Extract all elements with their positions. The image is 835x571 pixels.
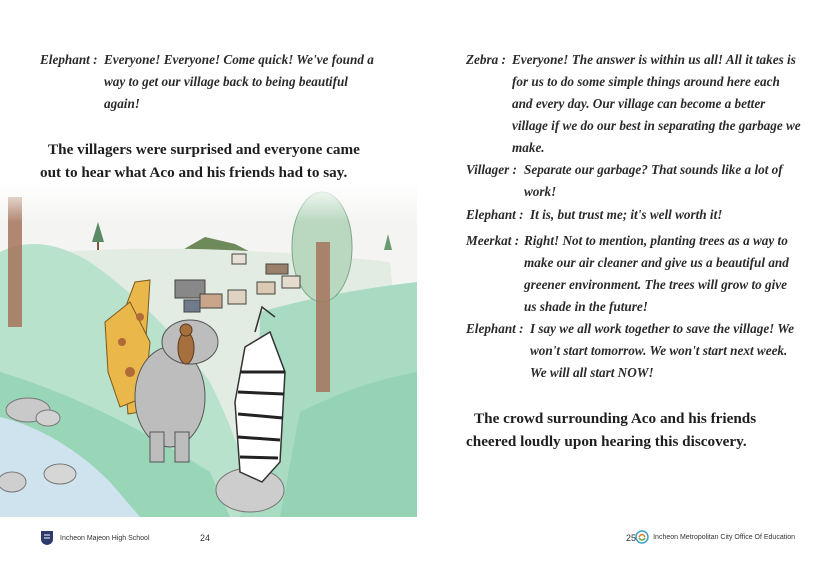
- narration-text: The villagers were surprised and everyone came out to hear what Aco and his friends had to say.: [40, 141, 360, 181]
- village-illustration: [0, 182, 417, 517]
- dialogue-meerkat: [466, 230, 806, 318]
- narration-text: The crowd surrounding Aco and his friends cheered loudly upon hearing this discovery.: [466, 410, 757, 450]
- footer-office: [635, 530, 795, 544]
- dialogue-text: Everyone! The answer is within us all! All it takes is for us to do some simple things around here each and every day. Our village can become a better village if we do our best in separating the garbage we make.: [512, 52, 801, 155]
- speaker-label: Elephant :: [466, 207, 524, 222]
- dialogue-elephant-final: [466, 318, 806, 384]
- page-number-left: 24: [200, 533, 211, 543]
- dialogue-zebra: [466, 49, 806, 159]
- speaker-label: Meerkat :: [466, 233, 520, 248]
- dialogue-villager: [466, 159, 806, 203]
- right-page: [418, 0, 835, 571]
- office-name: Incheon Metropolitan City Office Of Education: [653, 533, 795, 541]
- dialogue-text: Right! Not to mention, planting trees as a way to make our air cleaner and give us a beautiful and greener environment. The trees will grow to give us shade in the future!: [524, 233, 789, 314]
- speaker-label: Villager :: [466, 162, 517, 177]
- office-of-education-logo-icon: [635, 530, 649, 544]
- speaker-label: Elephant :: [466, 321, 524, 336]
- school-name: Incheon Majeon High School: [60, 534, 150, 542]
- speaker-label: Zebra :: [466, 52, 506, 67]
- page-number-right: 25: [626, 533, 637, 543]
- dialogue-elephant-left: [40, 49, 380, 115]
- dialogue-text: It is, but trust me; it's well worth it!: [530, 207, 723, 222]
- dialogue-text: Separate our garbage? That sounds like a lot of work!: [524, 162, 783, 199]
- narration-left: [40, 138, 370, 184]
- footer-school: [40, 530, 150, 546]
- dialogue-elephant: [466, 204, 806, 226]
- narration-right: [466, 407, 806, 453]
- speaker-label: Elephant :: [40, 52, 98, 67]
- school-crest-icon: [40, 530, 54, 546]
- left-page: [0, 0, 417, 571]
- dialogue-text: Everyone! Everyone! Come quick! We've found a way to get our village back to being beautiful again!: [104, 52, 374, 111]
- dialogue-text: I say we all work together to save the village! We won't start tomorrow. We won't start next week. We will all start NOW!: [530, 321, 794, 380]
